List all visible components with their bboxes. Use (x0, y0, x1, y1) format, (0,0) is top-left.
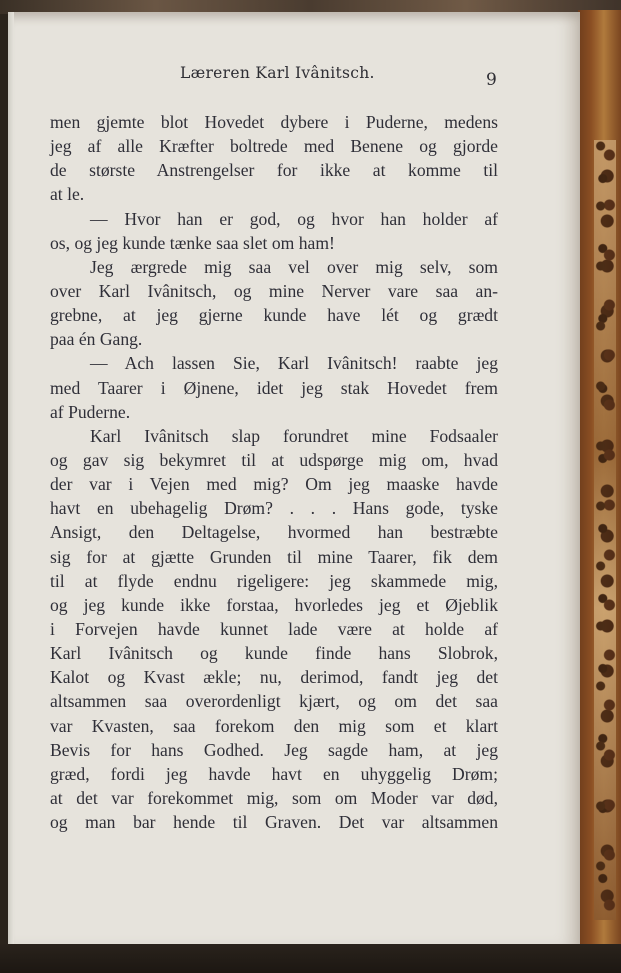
body-text (50, 110, 498, 834)
text-line: Jeg ærgrede mig saa vel over mig selv, som (90, 256, 498, 277)
text-line: over Karl Ivânitsch, og mine Nerver vare saa an- (50, 280, 498, 301)
text-line: var Kvasten, saa forekom den mig som et klart (50, 715, 498, 736)
text-line: altsammen saa overordenligt kjært, og om det saa (50, 691, 498, 712)
text-line: Karl Ivânitsch slap forundret mine Fodsaaler (90, 425, 498, 446)
text-line: os, og jeg kunde tænke saa slet om ham! (50, 232, 335, 253)
text-line: at det var forekommet mig, som om Moder var død, (50, 787, 498, 808)
text-line: til at flyde endnu rigeligere: jeg skammede mig, (50, 570, 498, 591)
marbled-page-edge (594, 140, 616, 920)
text-line: sig for at gjætte Grunden til mine Taarer, fik dem (50, 546, 498, 567)
text-line: og man bar hende til Graven. Det var altsammen (50, 812, 498, 833)
text-line: og gav sig bekymret til at udspørge mig om, hvad (50, 449, 498, 470)
page-gutter-shadow (8, 12, 14, 950)
text-line: men gjemte blot Hovedet dybere i Puderne, medens (50, 112, 498, 132)
text-line: af Puderne. (50, 401, 131, 422)
text-line: og jeg kunde ikke forstaa, hvorledes jeg et Øjeblik (50, 594, 498, 615)
book-bottom-edge (0, 944, 621, 973)
text-line: Kalot og Kvast ækle; nu, derimod, fandt jeg det (50, 667, 498, 688)
text-line: Karl Ivânitsch og kunde finde hans Slobrok, (50, 643, 498, 664)
running-title: Læreren Karl Ivânitsch. (180, 64, 375, 82)
text-line: Ansigt, den Deltagelse, hvormed han bestræbte (50, 522, 498, 543)
text-line: i Forvejen havde kunnet lade være at holde af (50, 618, 498, 639)
text-line: der var i Vejen med mig? Om jeg maaske havde (50, 474, 498, 495)
text-line: havt en ubehagelig Drøm? . . . Hans gode, tyske (50, 498, 498, 519)
text-line: — Hvor han er god, og hvor han holder af (90, 208, 498, 229)
text-line: med Taarer i Øjnene, idet jeg stak Hovedet frem (50, 377, 498, 398)
text-line: jeg af alle Kræfter boltrede med Benene og gjorde (50, 136, 498, 157)
text-line: at le. (50, 184, 85, 205)
text-line: grebne, at jeg gjerne kunde have lét og grædt (50, 305, 498, 326)
text-line: — Ach lassen Sie, Karl Ivânitsch! raabte jeg (90, 353, 498, 374)
text-line: Bevis for hans Godhed. Jeg sagde ham, at jeg (50, 739, 498, 760)
text-line: græd, fordi jeg havde havt en uhyggelig Drøm; (50, 763, 498, 784)
page-number: 9 (486, 70, 497, 90)
text-line: paa én Gang. (50, 329, 143, 350)
text-line: de største Anstrengelser for ikke at komme til (50, 160, 498, 181)
